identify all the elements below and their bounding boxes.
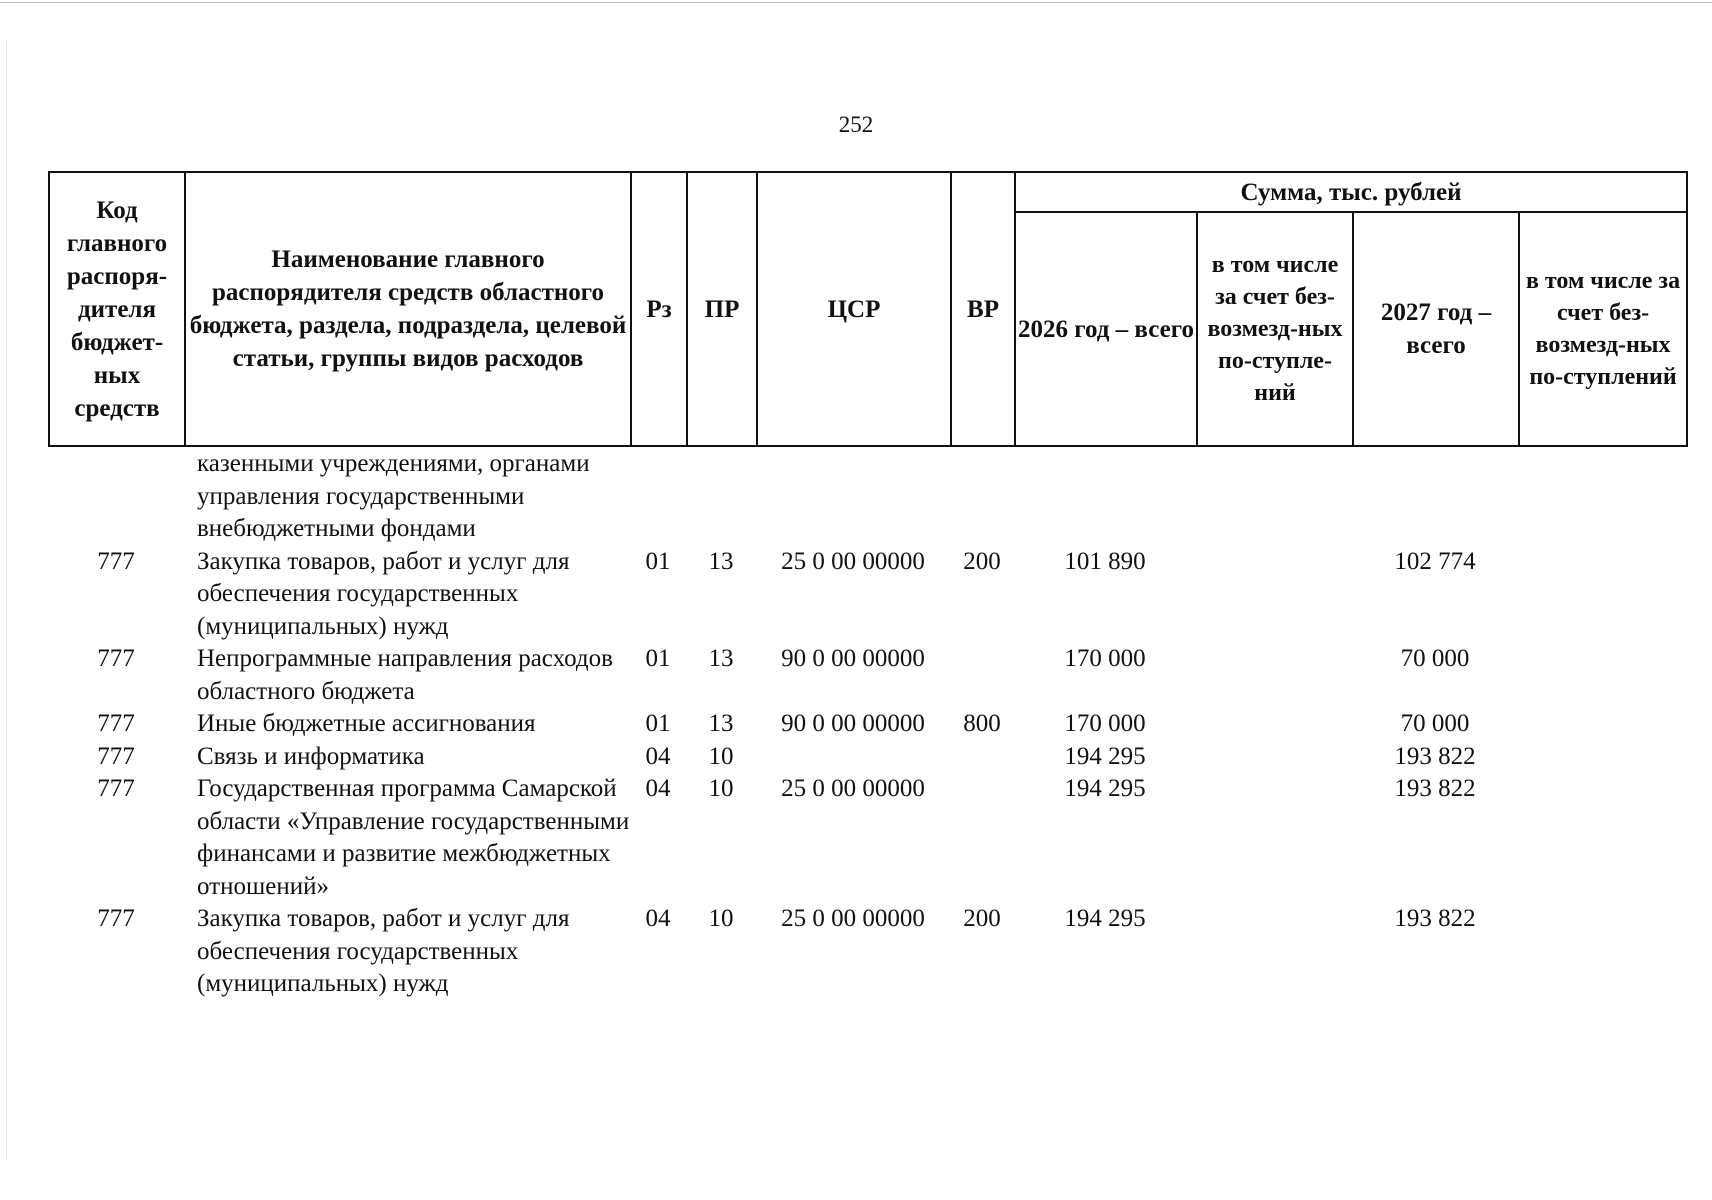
cell-2027-total: 193 822: [1394, 905, 1476, 932]
cell-2026-grants: [1196, 448, 1352, 546]
cell-2026-total: 170 000: [1064, 710, 1146, 737]
cell-rz: 04: [645, 775, 671, 802]
cell-csr: 25 0 00 00000: [781, 547, 925, 575]
cell-csr: [756, 448, 950, 546]
header-csr: ЦСР: [757, 172, 951, 446]
cell-csr: [756, 741, 950, 774]
cell-name: Связь и информатика: [197, 742, 425, 770]
cell-rz: 01: [645, 710, 671, 737]
header-vr: ВР: [951, 172, 1015, 446]
cell-2026-grants: [1196, 741, 1352, 774]
cell-vr: 200: [963, 547, 1001, 575]
cell-pr: 13: [708, 710, 734, 737]
cell-pr: 10: [708, 742, 734, 770]
table-row: [48, 546, 1686, 644]
table-body: [48, 448, 1686, 1001]
cell-code: 777: [97, 742, 135, 770]
cell-2027-total: 70 000: [1400, 710, 1470, 737]
cell-2027-grants: [1518, 546, 1686, 644]
header-2026-grants: в том числе за счет без-возмезд-ных по-ступле-ний: [1197, 212, 1353, 446]
cell-2026-total: 170 000: [1064, 645, 1146, 672]
cell-csr: 25 0 00 00000: [781, 775, 925, 802]
cell-2026-total: 194 295: [1064, 742, 1146, 770]
table-row: [48, 708, 1686, 741]
cell-2027-grants: [1518, 708, 1686, 741]
cell-rz: 04: [645, 905, 671, 932]
table-row: [48, 448, 1686, 546]
cell-pr: 13: [708, 547, 734, 575]
cell-vr: [950, 643, 1014, 708]
cell-2026-total: 101 890: [1064, 547, 1146, 575]
cell-2027-total: 193 822: [1394, 775, 1476, 802]
cell-2027-grants: [1518, 643, 1686, 708]
top-edge-line: [0, 2, 1712, 3]
header-2027-grants: в том числе за счет без-возмезд-ных по-ступлений: [1519, 212, 1687, 446]
cell-2026-grants: [1196, 546, 1352, 644]
cell-vr: [950, 773, 1014, 903]
cell-2026-total: 194 295: [1064, 775, 1146, 802]
cell-rz: 04: [645, 742, 671, 770]
cell-2027-grants: [1518, 741, 1686, 774]
cell-code: 777: [97, 645, 135, 672]
cell-vr: 200: [963, 905, 1001, 932]
cell-code: 777: [97, 775, 135, 802]
header-2026-total: 2026 год – всего: [1015, 212, 1197, 446]
cell-pr: 10: [708, 775, 734, 802]
cell-csr: 25 0 00 00000: [781, 905, 925, 932]
header-name: Наименование главного распорядителя средств областного бюджета, раздела, подраздела, целевой статьи, группы видов расходов: [185, 172, 631, 446]
cell-2027-total: 70 000: [1400, 645, 1470, 672]
cell-name: Закупка товаров, работ и услуг для обеспечения государственных (муниципальных) нужд: [197, 547, 570, 640]
cell-name: Иные бюджетные ассигнования: [197, 710, 536, 737]
cell-2026-grants: [1196, 773, 1352, 903]
cell-2026-grants: [1196, 643, 1352, 708]
table-row: [48, 741, 1686, 774]
cell-vr: [950, 741, 1014, 774]
cell-code: [48, 448, 184, 546]
cell-vr: [950, 448, 1014, 546]
cell-csr: 90 0 00 00000: [781, 645, 925, 672]
cell-code: 777: [97, 547, 135, 575]
cell-vr: 800: [963, 710, 1001, 737]
cell-name: Государственная программа Самарской области «Управление государственными финансами и развитие межбюджетных отношений»: [197, 775, 630, 900]
cell-2027-grants: [1518, 448, 1686, 546]
header-sum: Сумма, тыс. рублей: [1015, 172, 1687, 212]
cell-2026-total: [1014, 448, 1196, 546]
cell-rz: 01: [645, 645, 671, 672]
cell-2026-total: 194 295: [1064, 905, 1146, 932]
cell-pr: [686, 448, 756, 546]
cell-rz: 01: [645, 547, 671, 575]
cell-2027-total: [1352, 448, 1518, 546]
header-code: Код главного распоря-дителя бюджет-ных средств: [49, 172, 185, 446]
header-2027-total: 2027 год – всего: [1353, 212, 1519, 446]
table-row: [48, 643, 1686, 708]
cell-2026-grants: [1196, 708, 1352, 741]
cell-2026-grants: [1196, 903, 1352, 1001]
cell-pr: 10: [708, 905, 734, 932]
header-rz: Рз: [631, 172, 687, 446]
table-row: [48, 903, 1686, 1001]
cell-code: 777: [97, 905, 135, 932]
cell-2027-total: 102 774: [1394, 547, 1476, 575]
left-edge-line: [6, 40, 7, 1160]
page-number: 252: [838, 112, 874, 137]
table-header: [48, 171, 1688, 447]
cell-name: казенными учреждениями, органами управления государственными внебюджетными фондами: [197, 450, 590, 542]
header-pr: ПР: [687, 172, 757, 446]
cell-name: Непрограммные направления расходов областного бюджета: [197, 645, 613, 705]
cell-2027-grants: [1518, 903, 1686, 1001]
cell-code: 777: [97, 710, 135, 737]
cell-2027-total: 193 822: [1394, 742, 1476, 770]
cell-2027-grants: [1518, 773, 1686, 903]
cell-csr: 90 0 00 00000: [781, 710, 925, 737]
table-row: [48, 773, 1686, 903]
cell-name: Закупка товаров, работ и услуг для обеспечения государственных (муниципальных) нужд: [197, 905, 570, 997]
cell-pr: 13: [708, 645, 734, 672]
cell-rz: [630, 448, 686, 546]
